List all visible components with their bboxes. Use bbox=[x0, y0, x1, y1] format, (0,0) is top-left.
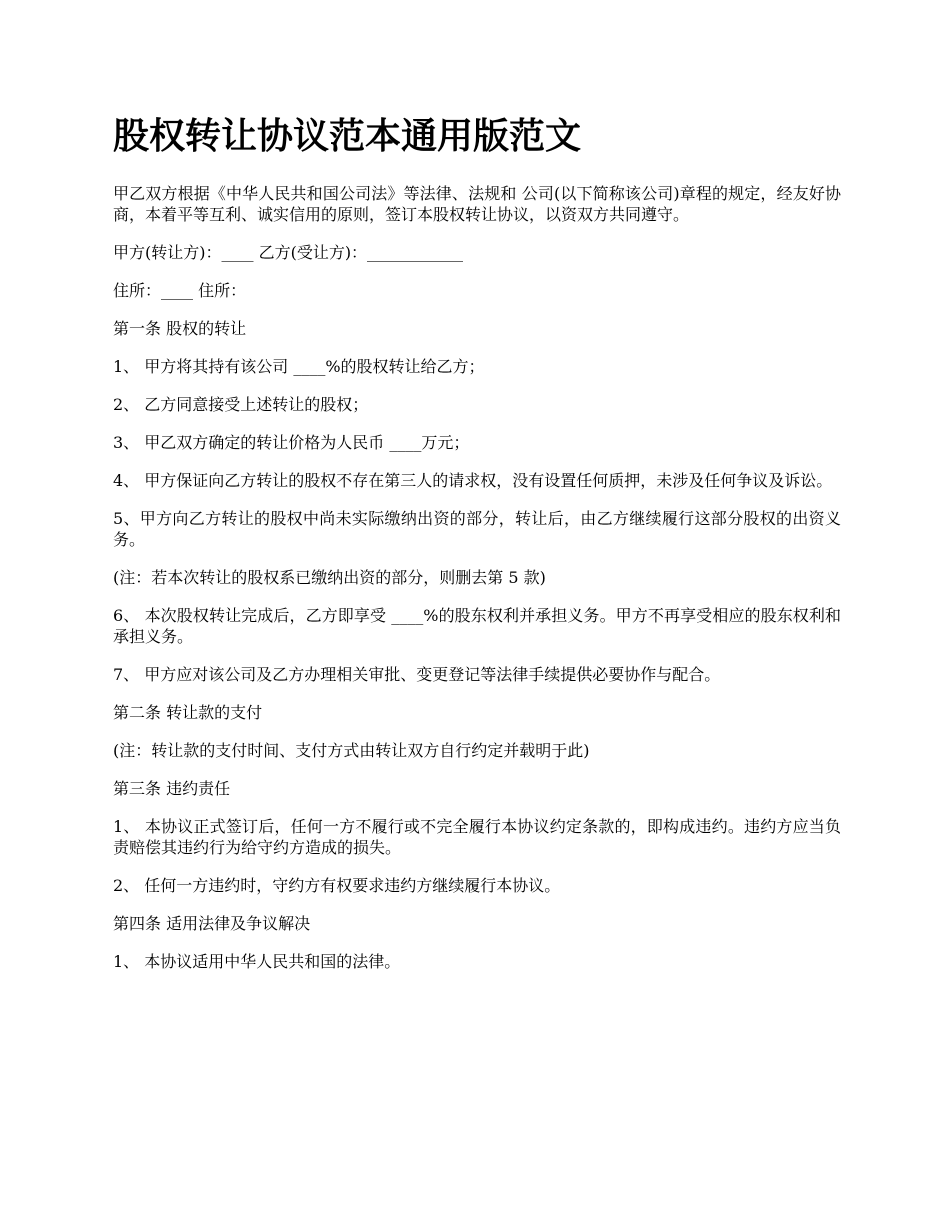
address-line: 住所：____ 住所： bbox=[113, 281, 247, 300]
parties-line: 甲方(转让方)：____ 乙方(受让方)：____________ bbox=[113, 243, 464, 262]
article-3-clause-1: 1、 本协议正式签订后，任何一方不履行或不完全履行本协议约定条款的，即构成违约。违约方应当负责赔偿其违约行为给守约方造成的损失。 bbox=[113, 817, 841, 857]
article-1-clause-3: 3、 甲乙双方确定的转让价格为人民币 ____万元； bbox=[113, 433, 470, 452]
article-4-clause-1: 1、 本协议适用中华人民共和国的法律。 bbox=[113, 952, 401, 971]
article-1-heading: 第一条 股权的转让 bbox=[113, 319, 247, 338]
intro-paragraph: 甲乙双方根据《中华人民共和国公司法》等法律、法规和 公司(以下简称该公司)章程的规定，经友好协商，本着平等互利、诚实信用的原则，签订本股权转让协议，以资双方共同遵守。 bbox=[113, 184, 841, 224]
article-4-heading: 第四条 适用法律及争议解决 bbox=[113, 914, 311, 933]
article-2-heading: 第二条 转让款的支付 bbox=[113, 703, 263, 722]
document-title: 股权转让协议范本通用版范文 bbox=[113, 115, 582, 157]
article-1-clause-7: 7、 甲方应对该公司及乙方办理相关审批、变更登记等法律手续提供必要协作与配合。 bbox=[113, 665, 721, 684]
article-1-note: (注：若本次转让的股权系已缴纳出资的部分，则删去第 5 款) bbox=[113, 568, 546, 587]
article-2-note: (注：转让款的支付时间、支付方式由转让双方自行约定并载明于此) bbox=[113, 741, 590, 760]
article-3-heading: 第三条 违约责任 bbox=[113, 779, 231, 798]
article-1-clause-5: 5、甲方向乙方转让的股权中尚未实际缴纳出资的部分，转让后，由乙方继续履行这部分股权的出资义务。 bbox=[113, 509, 841, 549]
article-1-clause-4: 4、 甲方保证向乙方转让的股权不存在第三人的请求权，没有设置任何质押，未涉及任何争议及诉讼。 bbox=[113, 471, 833, 490]
article-1-clause-1: 1、 甲方将其持有该公司 ____%的股权转让给乙方； bbox=[113, 357, 485, 376]
article-3-clause-2: 2、 任何一方违约时，守约方有权要求违约方继续履行本协议。 bbox=[113, 876, 561, 895]
article-1-clause-6: 6、 本次股权转让完成后，乙方即享受 ____%的股东权利并承担义务。甲方不再享受相应的股东权利和承担义务。 bbox=[113, 606, 841, 646]
article-1-clause-2: 2、 乙方同意接受上述转让的股权； bbox=[113, 395, 369, 414]
document-page bbox=[113, 112, 841, 989]
